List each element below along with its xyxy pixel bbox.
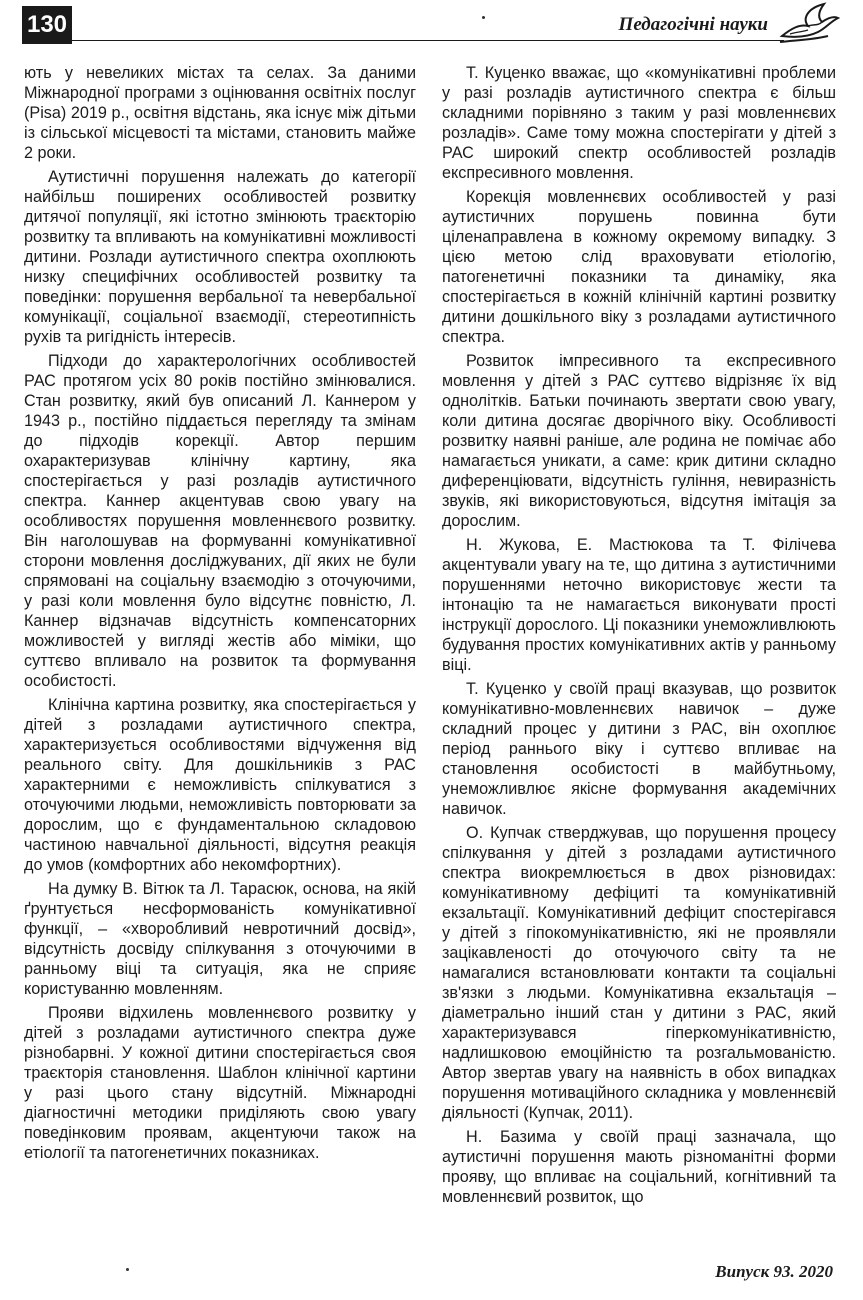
issue-footer: Випуск 93. 2020 [715,1262,833,1281]
print-speck [126,1268,129,1271]
paragraph: Прояви відхилень мовленнєвого розвитку у дітей з розладами аутистичного спектра дуже різнобарвні. У кожної дитини спостерігається своя траєкторія становлення. Шаблон клінічної картини у разі цього стану відсутній. Міжнародні діагностичні методики приділяють свою увагу поведінковим проявам, акцентуючи також на етіології та патогенетичних показниках. [24,1004,416,1162]
paragraph: Аутистичні порушення належать до категорії найбільш поширених особливостей розвитку дитячої популяції, які істотно змінюють траєкторію розвитку та впливають на комунікативні можливості дитини. Розлади аутистичного спектра охоплюють низку специфічних особливостей розвитку та поведінки: порушення вербальної та невербальної комунікації, соціальної взаємодії, стереотипність рухів та ригідність інтересів. [24,168,416,346]
paragraph: Підходи до характерологічних особливостей РАС протягом усіх 80 років постійно змінювалися. Стан розвитку, який був описаний Л. Каннером у 1943 р., постійно піддається перегляду та змінам до підходів корекції. Автор першим охарактеризував клінічну картину, яка спостерігається у разі розладів аутистичного спектра. Каннер акцентував свою увагу на особливостях порушення мовленнєвого розвитку. Він наголошував на формуванні комунікативної сторони мовлення досліджуваних, дії яких не були спрямовані на соціальну взаємодію з оточуючими, у разі коли мовлення було відсутнє повністю, Л. Каннер відзначав відсутність компенсаторних можливостей у вигляді жестів або міміки, що суттєво впливало на розвиток та формування особистості. [24,352,416,690]
paragraph: Клінічна картина розвитку, яка спостерігається у дітей з розладами аутистичного спектра, характеризується особливостями відчуження від реального світу. Для дошкільників з РАС характерними є неможливість спілкуватися з оточуючими людьми, неможливість повторювати за дорослим, що є фундаментальною складовою частиною навчальної діяльності, відсутня реакція до умов (комфортних або некомфортних). [24,696,416,874]
paragraph: Н. Базима у своїй праці зазначала, що аутистичні порушення мають різноманітні форми прояву, що впливає на соціальний, когнітивний та мовленнєвий розвиток, що [442,1128,836,1206]
paragraph: Т. Куценко вважає, що «комунікативні проблеми у разі розладів аутистичного спектра є більш складними порівняно з таким у разі мовленнєвих розладів». Саме тому можна спостерігати у дітей з РАС широкий спектр особливостей розладів експресивного мовлення. [442,64,836,182]
journal-title: Педагогічні науки [618,14,768,35]
paragraph: Розвиток імпресивного та експресивного мовлення у дітей з РАС суттєво відрізняє їх від однолітків. Батьки починають звертати свою увагу, коли дитина досягає дворічного віку. Особливості розвитку наявні раніше, але родина не помічає або намагається уникати, а саме: крик дитини складно диференціювати, відсутність гуління, невиразність звуків, які використовуються, відсутня імітація за дорослим. [442,352,836,530]
paragraph: Т. Куценко у своїй праці вказував, що розвиток комунікативно-мовленнєвих навичок – дуже складний процес у дитини з РАС, він охоплює період раннього віку і суттєво впливає на становлення особистості в майбутньому, унеможливлює якісне формування академічних навичок. [442,680,836,818]
header-rule [72,40,784,41]
paragraph: Н. Жукова, Е. Мастюкова та Т. Філічева акцентували увагу на те, що дитина з аутистичними порушеннями неточно використовує жести та інтонацію та не намагається виконувати прості інструкції дорослого. Ці показники унеможливлюють будування простих комунікативних актів у ранньому віці. [442,536,836,674]
page-number: 130 [22,6,72,44]
paragraph: О. Купчак стверджував, що порушення процесу спілкування у дітей з розладами аутистичного спектра виокремлюється в двох різновидах: комунікативному дефіциті та комунікативній екзальтації. Комунікативний дефіцит спостерігався у дітей з гіпокомунікативністю, які не проявляли зацікавленості до оточуючого світу та не намагалися встановлювати контакти та соціальні зв'язки з людьми. Комунікативна екзальтація – діаметрально інший стан у дитини з РАС, який характеризувався гіперкомунікативністю, надлишковою емоційністю та розгальмованістю. Автор звертав увагу на наявність в обох випадках порушення мотиваційного складника у мовленнєвій діяльності (Купчак, 2011). [442,824,836,1122]
print-speck [482,16,485,19]
bird-logo-icon [778,2,840,46]
paragraph: На думку В. Вітюк та Л. Тарасюк, основа, на якій ґрунтується несформованість комунікативної функції, – «хворобливий невротичний досвід», відсутність досвіду спілкування з оточуючими в ранньому віці та ситуація, яка не сприяє користуванню мовленням. [24,880,416,998]
paragraph: ють у невеликих містах та селах. За даними Міжнародної програми з оцінювання освітніх послуг (Pisa) 2019 р., освітня відстань, яка існує між дітьми із сільської місцевості та містами, становить майже 2 роки. [24,64,416,162]
paragraph: Корекція мовленнєвих особливостей у разі аутистичних порушень повинна бути цілeнаправлена в кожному окремому випадку. З цією метою слід враховувати етіологію, патогенетичні показники та динаміку, яка спостерігається в кожній клінічній картині розвитку дитини дошкільного віку з розладами аутистичного спектра. [442,188,836,346]
left-column [24,63,416,1243]
right-column [442,63,836,1243]
